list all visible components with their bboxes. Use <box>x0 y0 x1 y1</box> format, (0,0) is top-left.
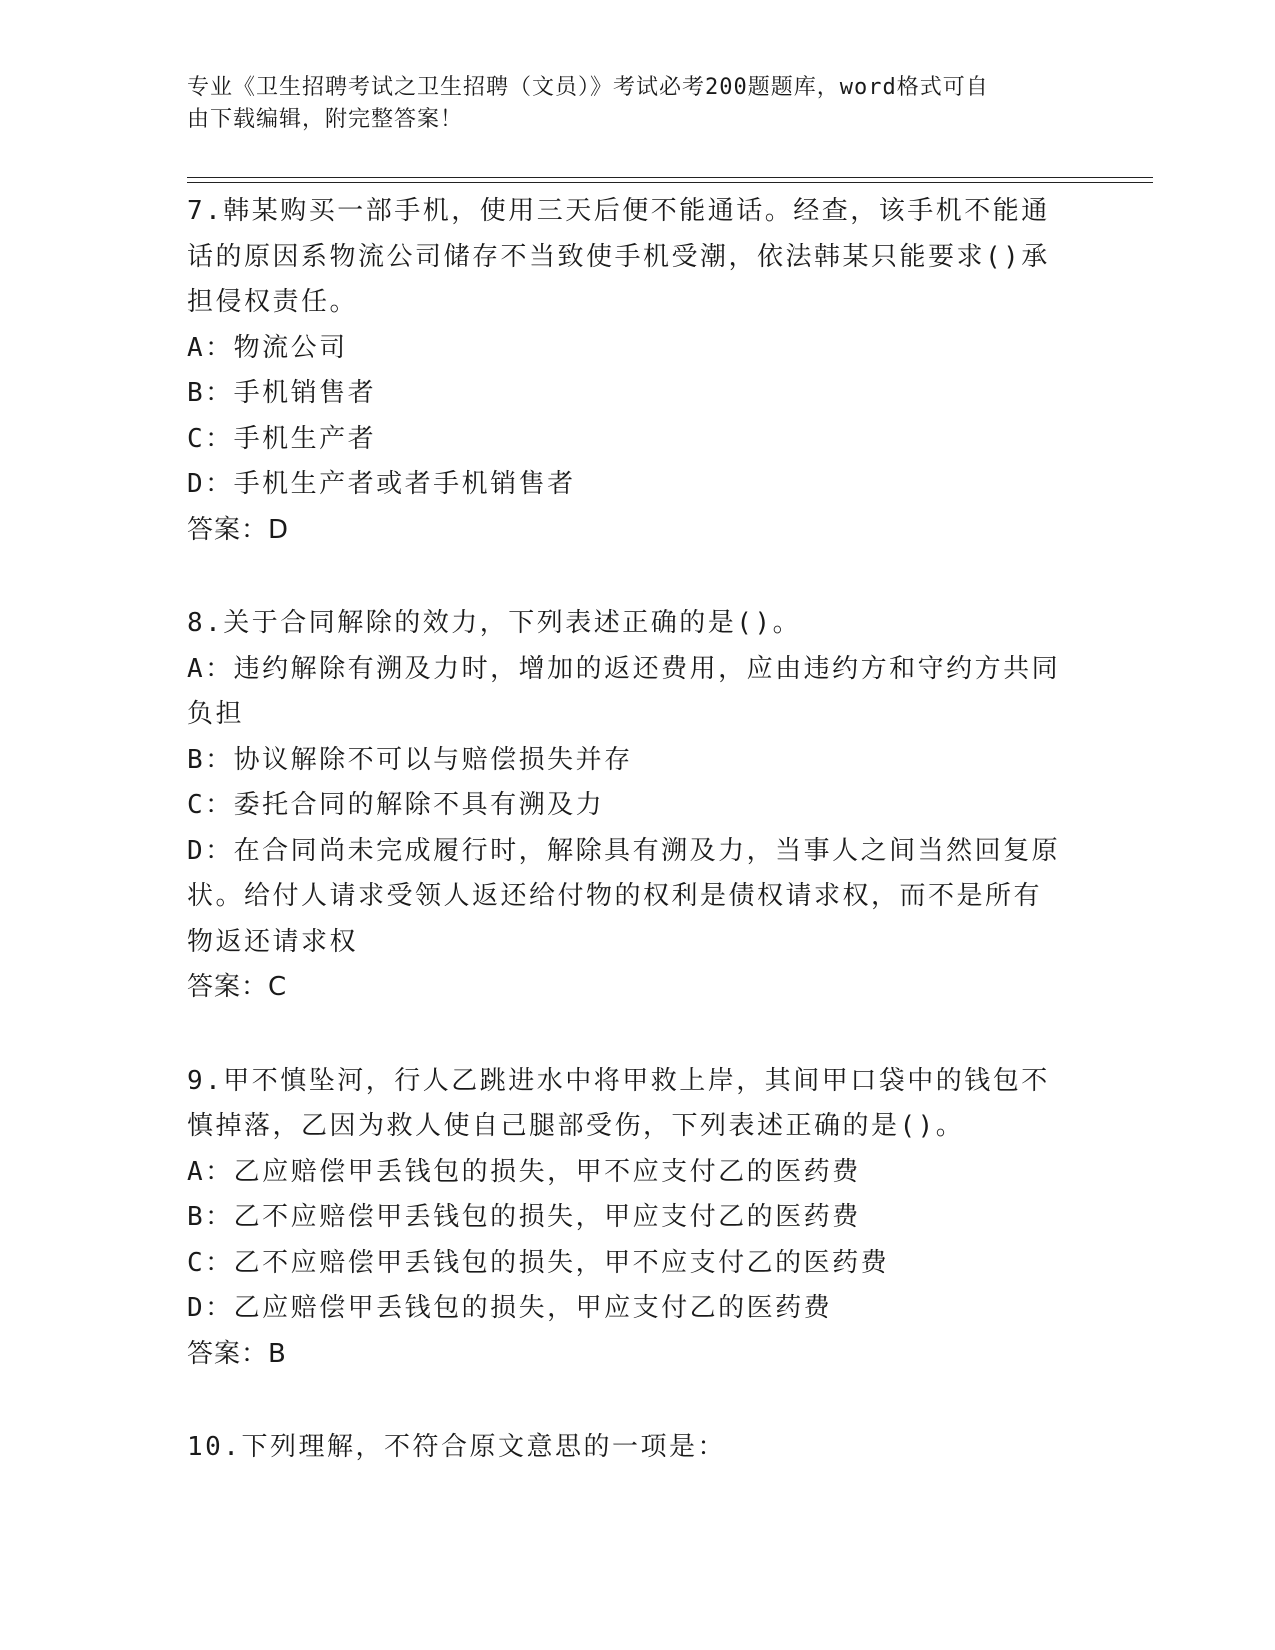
question-block <box>187 1059 1067 1378</box>
option-line: A：乙应赔偿甲丢钱包的损失，甲不应支付乙的医药费 <box>187 1156 861 1187</box>
header-line-1: 专业《卫生招聘考试之卫生招聘（文员）》考试必考200题题库，word格式可自 <box>187 75 989 100</box>
question-list <box>187 189 1067 1471</box>
question-stem-line: 担侵权责任。 <box>187 287 359 317</box>
question-block <box>187 189 1067 553</box>
header-line-2: 由下载编辑，附完整答案！ <box>187 107 464 132</box>
option-line: D：在合同尚未完成履行时，解除具有溯及力，当事人之间当然回复原 <box>187 835 1061 866</box>
option-line: C：乙不应赔偿甲丢钱包的损失，甲不应支付乙的医药费 <box>187 1247 890 1278</box>
option-line: D：乙应赔偿甲丢钱包的损失，甲应支付乙的医药费 <box>187 1293 833 1323</box>
question-block <box>187 601 1067 1011</box>
option-line: C：委托合同的解除不具有溯及力 <box>187 790 605 820</box>
answer-text: 答案：D <box>187 514 290 545</box>
question-stem-line: 慎掉落，乙因为救人使自己腿部受伤，下列表述正确的是()。 <box>187 1111 965 1141</box>
option-line: B：协议解除不可以与赔偿损失并存 <box>187 744 633 775</box>
option-line: B：乙不应赔偿甲丢钱包的损失，甲应支付乙的医药费 <box>187 1202 861 1232</box>
answer-text: 答案：B <box>187 1338 287 1369</box>
question-block <box>187 1425 1067 1471</box>
option-line: B：手机销售者 <box>187 378 377 408</box>
option-line: 状。给付人请求受领人返还给付物的权利是债权请求权，而不是所有 <box>187 881 1043 911</box>
answer-text: 答案：C <box>187 972 288 1002</box>
question-stem-line: 9.甲不慎坠河，行人乙跳进水中将甲救上岸，其间甲口袋中的钱包不 <box>187 1065 1050 1096</box>
option-line: D：手机生产者或者手机销售者 <box>187 469 576 499</box>
option-line: 物返还请求权 <box>187 926 359 957</box>
question-stem-line: 话的原因系物流公司储存不当致使手机受潮，依法韩某只能要求()承 <box>187 241 1050 272</box>
question-stem-line: 7.韩某购买一部手机，使用三天后便不能通话。经查，该手机不能通 <box>187 196 1050 226</box>
header-divider-bottom <box>187 182 1153 183</box>
document-header <box>187 72 1067 136</box>
option-line: C：手机生产者 <box>187 423 377 454</box>
option-line: A：物流公司 <box>187 332 348 363</box>
question-stem-line: 10.下列理解，不符合原文意思的一项是： <box>187 1432 726 1462</box>
option-line: A：违约解除有溯及力时，增加的返还费用，应由违约方和守约方共同 <box>187 653 1061 684</box>
header-divider-top <box>187 177 1153 178</box>
question-stem-line: 8.关于合同解除的效力，下列表述正确的是()。 <box>187 608 802 638</box>
option-line: 负担 <box>187 699 245 729</box>
